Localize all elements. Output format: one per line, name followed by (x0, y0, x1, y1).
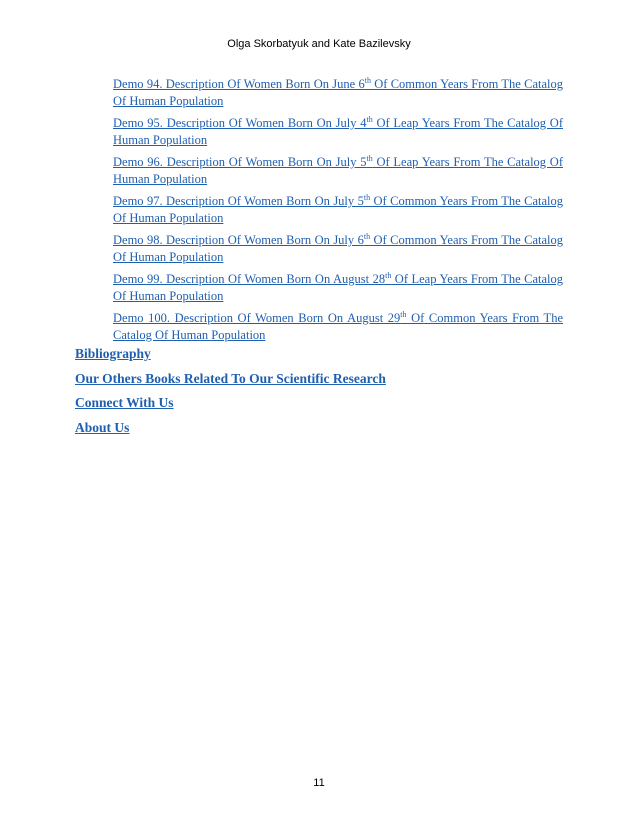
toc-link-about-us[interactable]: About Us (75, 419, 130, 435)
toc-link-demo-99[interactable]: Demo 99. Description Of Women Born On August 28th Of Leap Years From The Catalog Of Human Population (113, 270, 564, 303)
toc-link-bibliography[interactable]: Bibliography (75, 346, 151, 361)
toc-link-demo-98[interactable]: Demo 98. Description Of Women Born On July 6th Of Common Years From The Catalog Of Human Population (113, 231, 563, 264)
toc-sections (75, 346, 565, 444)
toc-entries (113, 76, 563, 349)
toc-link-demo-94[interactable]: Demo 94. Description Of Women Born On June 6th Of Common Years From The Catalog Of Human Population (113, 75, 563, 108)
running-header: Olga Skorbatyuk and Kate Bazilevsky (227, 38, 411, 50)
toc-link-demo-100[interactable]: Demo 100. Description Of Women Born On August 29th Of Common Years From The Catalog Of Human Population (113, 309, 563, 342)
page-number: 11 (313, 777, 325, 789)
toc-link-demo-97[interactable]: Demo 97. Description Of Women Born On July 5th Of Common Years From The Catalog Of Human Population (113, 192, 563, 225)
toc-link-demo-95[interactable]: Demo 95. Description Of Women Born On July 4th Of Leap Years From The Catalog Of Human Population (113, 114, 563, 147)
toc-link-demo-96[interactable]: Demo 96. Description Of Women Born On July 5th Of Leap Years From The Catalog Of Human Population (113, 153, 563, 186)
toc-link-other-books[interactable]: Our Others Books Related To Our Scientific Research (75, 370, 386, 386)
toc-link-connect-with-us[interactable]: Connect With Us (75, 395, 174, 410)
